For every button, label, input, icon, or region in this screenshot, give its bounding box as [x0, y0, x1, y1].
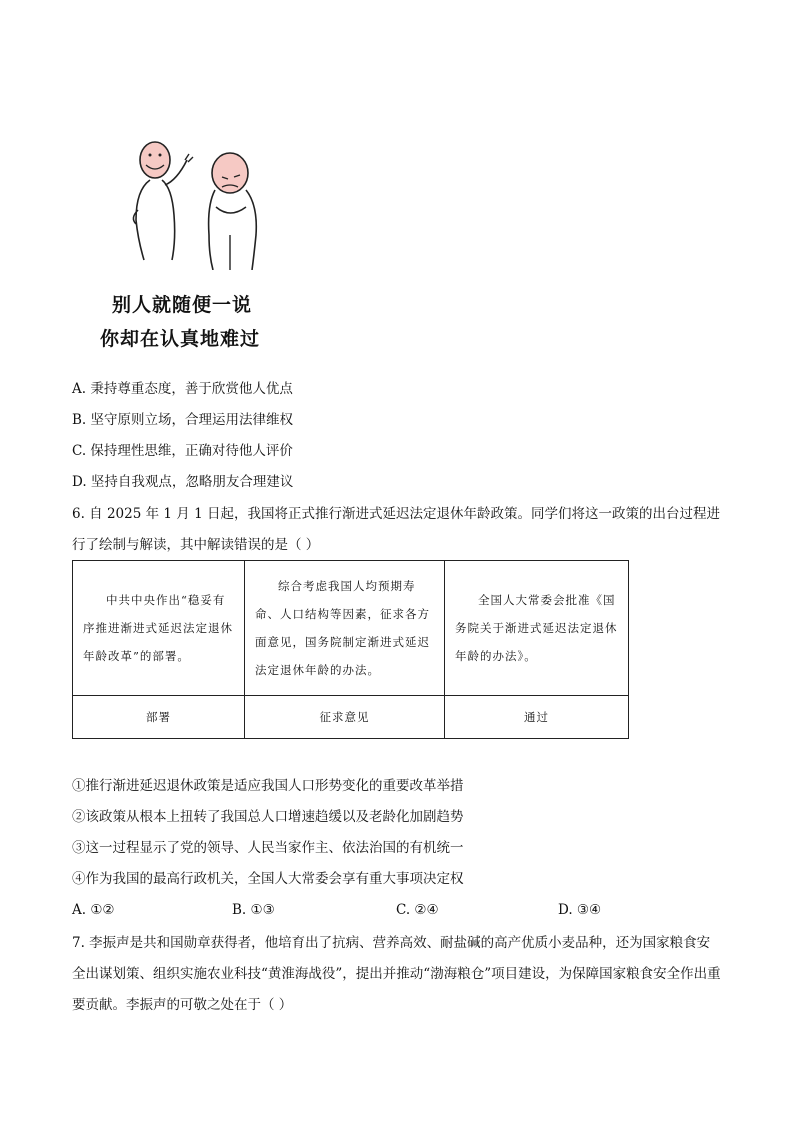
cartoon-two-men-illustration — [110, 135, 290, 270]
cartoon-caption-line2: 你却在认真地难过 — [100, 328, 261, 350]
q6-statement-1: ①推行渐进延迟退休政策是适应我国人口形势变化的重要改革举措 — [72, 778, 464, 794]
q5-option-b: B. 坚守原则立场，合理运用法律维权 — [72, 412, 294, 428]
q6-options — [72, 902, 712, 920]
table-cell-approval: 全国人大常委会批准《国务院关于渐进式延迟法定退休年龄的办法》。 — [445, 561, 629, 696]
policy-process-table — [72, 560, 629, 739]
q6-statement-3: ③这一过程显示了党的领导、人民当家作主、依法治国的有机统一 — [72, 840, 464, 856]
q6-statement-4: ④作为我国的最高行政机关，全国人大常委会享有重大事项决定权 — [72, 871, 464, 887]
q5-option-d: D. 坚持自我观点，忽略朋友合理建议 — [72, 474, 294, 490]
cartoon-caption-line1: 别人就随便一说 — [112, 294, 253, 316]
q6-option-b: B. ①③ — [232, 902, 275, 918]
table-label-consultation: 征求意见 — [245, 696, 445, 739]
table-cell-consultation: 综合考虑我国人均预期寿命、人口结构等因素，征求各方面意见，国务院制定渐进式延迟法定退休年龄的办法。 — [245, 561, 445, 696]
q5-option-a: A. 秉持尊重态度，善于欣赏他人优点 — [72, 381, 293, 397]
q6-option-a: A. ①② — [72, 902, 115, 918]
q6-option-d: D. ③④ — [558, 902, 602, 918]
table-label-deployment: 部署 — [73, 696, 245, 739]
q5-option-c: C. 保持理性思维，正确对待他人评价 — [72, 443, 293, 459]
q7-stem: 7. 李振声是共和国勋章获得者，他培育出了抗病、营养高效、耐盐碱的高产优质小麦品种，还为国家粮食安全出谋划策、组织实施农业科技“黄淮海战役”，提出并推动“渤海粮仓”项目建设，为保障国家粮食安全作出重要贡献。李振声的可敬之处在于（ ） — [72, 935, 721, 1013]
q6-statement-2: ②该政策从根本上扭转了我国总人口增速趋缓以及老龄化加剧趋势 — [72, 809, 464, 825]
q6-option-c: C. ②④ — [396, 902, 439, 918]
q6-stem: 6. 自 2025 年 1 月 1 日起，我国将正式推行渐进式延迟法定退休年龄政策。同学们将这一政策的出台过程进行了绘制与解读，其中解读错误的是（ ） — [72, 506, 720, 553]
table-label-approval: 通过 — [445, 696, 629, 739]
cartoon — [100, 130, 310, 360]
table-cell-deployment: 中共中央作出“稳妥有序推进渐进式延迟法定退休年龄改革”的部署。 — [73, 561, 245, 696]
